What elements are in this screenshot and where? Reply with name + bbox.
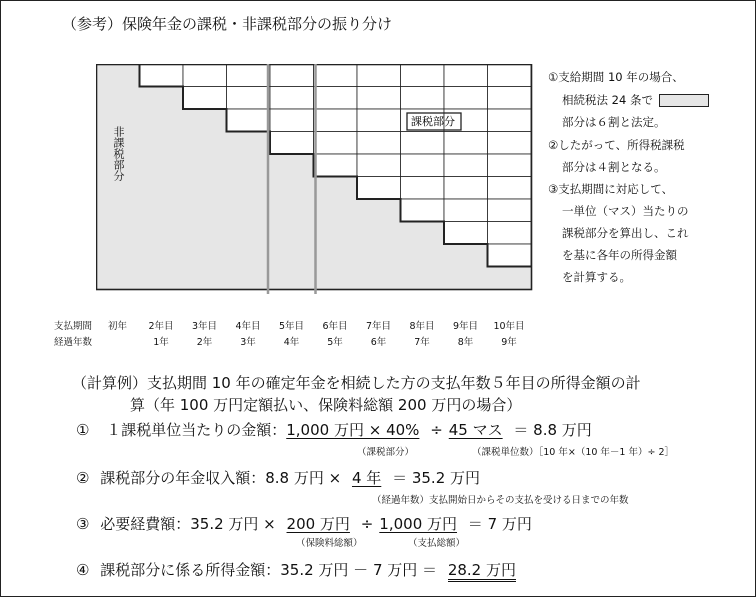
- step-2-years: 4 年: [351, 469, 382, 487]
- nontax-column-5: [270, 154, 314, 289]
- allocation-chart: [96, 64, 546, 294]
- step-3-total: 1,000 万円: [379, 515, 458, 533]
- step-3-number: ③: [76, 515, 90, 533]
- tax-cell-10-4: [488, 132, 532, 155]
- tick-period-2: 2年目: [148, 321, 174, 332]
- nontax-column-4: [227, 132, 271, 290]
- tax-label: 課税部分: [411, 115, 455, 128]
- axis-label-elapsed: 経過年数: [54, 337, 93, 348]
- tax-cell-5-1: [270, 64, 314, 87]
- tax-cell-3-1: [183, 64, 227, 87]
- note-3-line3: 課税部分を算出し、これ: [562, 226, 689, 240]
- tick-elapsed-10: 9年: [501, 337, 517, 348]
- step-4-result: 28.2 万円: [448, 561, 516, 582]
- nontax-swatch: [659, 94, 709, 107]
- step-2-number: ②: [76, 469, 90, 487]
- tax-cell-5-3: [270, 109, 314, 132]
- tax-cell-10-5: [488, 154, 532, 177]
- nontax-column-3: [183, 109, 227, 289]
- note-3: ③支払期間に対応して、: [548, 182, 674, 196]
- step-1-result: ＝ 8.8 万円: [513, 421, 592, 439]
- step-3-sub-total: （支払総額）: [408, 538, 466, 549]
- tick-period-10: 10年目: [493, 321, 525, 332]
- nontax-column-6: [314, 177, 358, 290]
- step-3-result: ＝ 7 万円: [467, 515, 532, 533]
- tick-period-4: 4年目: [235, 321, 261, 332]
- step-1-sub-units: （課税単位数）［10 年×（10 年－1 年）÷ 2］: [472, 447, 675, 458]
- tick-period-9: 9年目: [452, 321, 479, 332]
- tick-period-7: 7年目: [365, 321, 392, 332]
- step-3-divide: ÷: [360, 515, 374, 533]
- axis-label-period: 支払期間: [54, 321, 93, 332]
- tax-cell-7-1: [357, 64, 401, 87]
- tax-cell-7-5: [357, 154, 401, 177]
- tax-cell-9-7: [444, 199, 488, 222]
- tax-cell-6-5: [314, 154, 358, 177]
- nontax-label: 非課税部分: [112, 126, 125, 181]
- tax-cell-9-5: [444, 154, 488, 177]
- nontax-column-8: [401, 222, 445, 290]
- tax-cell-8-6: [401, 177, 445, 200]
- note-1: ①支給期間 10 年の場合、: [548, 70, 684, 84]
- note-3-line4: を基に各年の所得金額: [562, 248, 677, 262]
- step-2-label: 課税部分の年金収入額：8.8 万円 ×: [100, 469, 342, 487]
- step-3-premium: 200 万円: [286, 515, 350, 533]
- tax-cell-6-4: [314, 132, 358, 155]
- calc-step-2: [76, 467, 480, 488]
- step-1-units: 45 マス: [448, 421, 503, 439]
- step-2-result: ＝ 35.2 万円: [392, 469, 481, 487]
- tax-cell-4-1: [227, 64, 271, 87]
- tax-cell-7-6: [357, 177, 401, 200]
- tax-cell-6-1: [314, 64, 358, 87]
- tick-elapsed-4: 3年: [240, 337, 256, 348]
- step-3-label: 必要経費額：35.2 万円 ×: [100, 515, 276, 533]
- tax-cell-8-4: [401, 132, 445, 155]
- tax-cell-9-1: [444, 64, 488, 87]
- nontax-column-10: [488, 267, 532, 290]
- calc-step-3: [76, 513, 532, 534]
- tax-cell-4-2: [227, 87, 271, 110]
- tax-cell-10-9: [488, 244, 532, 267]
- nontax-column-7: [357, 199, 401, 289]
- calc-step-4: [76, 559, 516, 580]
- note-1-line2: 相続税法 24 条で: [562, 92, 709, 108]
- tax-cell-8-5: [401, 154, 445, 177]
- tax-cell-2-1: [140, 64, 184, 87]
- tax-cell-7-3: [357, 109, 401, 132]
- step-1-number: ①: [76, 421, 90, 439]
- note-3-line5: を計算する。: [562, 270, 631, 284]
- step-2-sub: （経過年数）支払開始日からその支払を受ける日までの年数: [372, 495, 629, 506]
- tax-cell-10-1: [488, 64, 532, 87]
- nontax-column-9: [444, 244, 488, 289]
- tax-cell-5-4: [270, 132, 314, 155]
- tax-cell-10-6: [488, 177, 532, 200]
- tick-period-3: 3年目: [191, 321, 218, 332]
- tick-elapsed-8: 7年: [414, 337, 430, 348]
- tick-elapsed-3: 2年: [196, 337, 213, 348]
- step-1-sub-taxable: （課税部分）: [357, 447, 415, 458]
- note-3-line2: 一単位（マス）当たりの: [562, 204, 689, 218]
- tax-cell-10-2: [488, 87, 532, 110]
- tick-period-6: 6年目: [322, 321, 348, 332]
- tax-cell-7-2: [357, 87, 401, 110]
- tax-cell-8-7: [401, 199, 445, 222]
- tick-period-1: 初年: [107, 321, 127, 332]
- tick-elapsed-2: 1年: [153, 337, 169, 348]
- nontax-column-2: [140, 87, 184, 290]
- tax-cell-10-3: [488, 109, 532, 132]
- step-4-number: ④: [76, 561, 90, 579]
- tax-cell-8-1: [401, 64, 445, 87]
- tick-elapsed-5: 4年: [283, 337, 300, 348]
- step-4-label: 課税部分に係る所得金額：35.2 万円 － 7 万円 ＝: [100, 561, 438, 579]
- step-3-sub-premium: （保険料総額）: [296, 538, 363, 549]
- note-2: ②したがって、所得税課税: [548, 138, 685, 152]
- tick-elapsed-9: 8年: [457, 337, 474, 348]
- page-title: （参考）保険年金の課税・非課税部分の振り分け: [62, 15, 393, 33]
- tax-cell-9-2: [444, 87, 488, 110]
- step-1-label: １課税単位当たりの金額：: [106, 421, 287, 439]
- note-1-line3: 部分は６割と法定。: [562, 115, 666, 129]
- calc-step-1: [76, 419, 592, 440]
- tick-elapsed-7: 6年: [370, 337, 387, 348]
- tick-period-8: 8年目: [409, 321, 435, 332]
- tax-cell-5-2: [270, 87, 314, 110]
- note-2-line2: 部分は４割となる。: [562, 160, 666, 174]
- tax-cell-9-6: [444, 177, 488, 200]
- tax-cell-7-4: [357, 132, 401, 155]
- calc-intro-2: 算（年 100 万円定額払い、保険料総額 200 万円の場合）: [130, 396, 522, 414]
- tax-cell-10-7: [488, 199, 532, 222]
- tax-cell-3-2: [183, 87, 227, 110]
- tax-cell-9-8: [444, 222, 488, 245]
- tick-elapsed-6: 5年: [327, 337, 343, 348]
- tax-cell-6-3: [314, 109, 358, 132]
- step-1-taxable: 1,000 万円 × 40%: [286, 421, 420, 439]
- step-1-divide: ÷: [430, 421, 443, 439]
- tax-cell-10-8: [488, 222, 532, 245]
- tax-cell-9-4: [444, 132, 488, 155]
- tax-cell-4-3: [227, 109, 271, 132]
- tick-period-5: 5年目: [278, 321, 305, 332]
- tax-cell-6-2: [314, 87, 358, 110]
- tax-cell-8-2: [401, 87, 445, 110]
- calc-intro: （計算例）支払期間 10 年の確定年金を相続した方の支払年数５年目の所得金額の計: [72, 374, 641, 392]
